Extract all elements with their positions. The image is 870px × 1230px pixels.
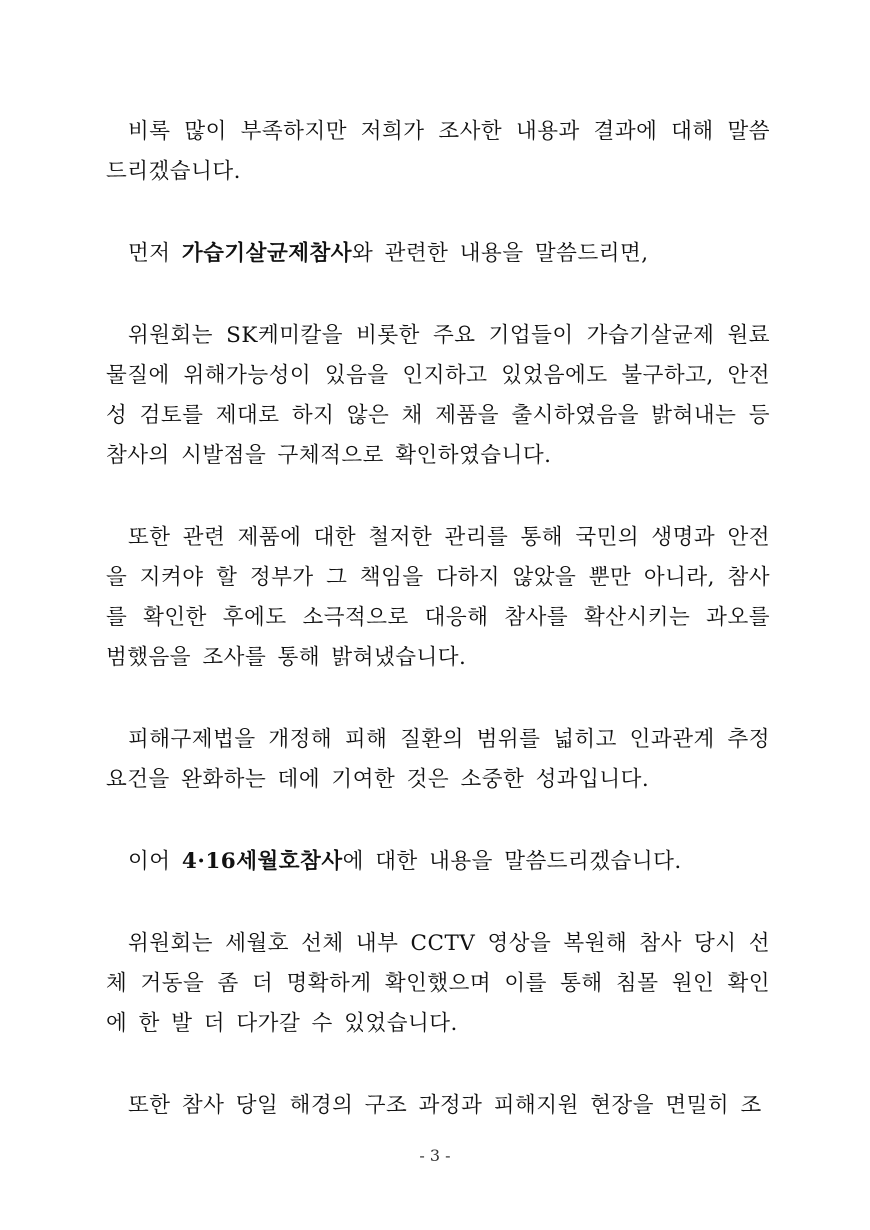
- paragraph: [106, 842, 770, 882]
- text-segment: 먼저: [128, 241, 182, 266]
- text-segment: 피해구제법을 개정해 피해 질환의 범위를 넓히고 인과관계 추정 요건을 완화하는 데에 기여한 것은 소중한 성과입니다.: [106, 727, 770, 792]
- paragraph: [106, 518, 770, 678]
- paragraph: [106, 234, 770, 274]
- bold-term: 4·16세월호참사: [181, 849, 343, 874]
- text-segment: 에 대한 내용을 말씀드리겠습니다.: [342, 849, 682, 874]
- text-segment: 이어: [128, 849, 182, 874]
- text-segment: 또한 참사 당일 해경의 구조 과정과 피해지원 현장을 면밀히 조: [128, 1093, 762, 1118]
- page-number: - 3 -: [419, 1146, 451, 1165]
- paragraph: [106, 924, 770, 1044]
- text-segment: 와 관련한 내용을 말씀드리면,: [352, 241, 649, 266]
- bold-term: 가습기살균제참사: [181, 241, 353, 266]
- paragraph: [106, 112, 770, 192]
- text-segment: 비록 많이 부족하지만 저희가 조사한 내용과 결과에 대해 말씀드리겠습니다.: [106, 119, 770, 184]
- text-segment: 위원회는 세월호 선체 내부 CCTV 영상을 복원해 참사 당시 선체 거동을 좀 더 명확하게 확인했으며 이를 통해 침몰 원인 확인에 한 발 더 다가갈 수 있었습니다.: [106, 931, 770, 1036]
- paragraph: [106, 720, 770, 800]
- paragraph: [106, 316, 770, 476]
- text-segment: 위원회는 SK케미칼을 비롯한 주요 기업들이 가습기살균제 원료물질에 위해가능성이 있음을 인지하고 있었음에도 불구하고, 안전성 검토를 제대로 하지 않은 채 제품을 출시하였음을 밝혀내는 등 참사의 시발점을 구체적으로 확인하였습니다.: [106, 323, 770, 468]
- paragraph: [106, 1086, 770, 1126]
- document-body: [106, 112, 770, 1168]
- text-segment: 또한 관련 제품에 대한 철저한 관리를 통해 국민의 생명과 안전을 지켜야 할 정부가 그 책임을 다하지 않았을 뿐만 아니라, 참사를 확인한 후에도 소극적으로 대응해 참사를 확산시키는 과오를 범했음을 조사를 통해 밝혀냈습니다.: [106, 525, 770, 670]
